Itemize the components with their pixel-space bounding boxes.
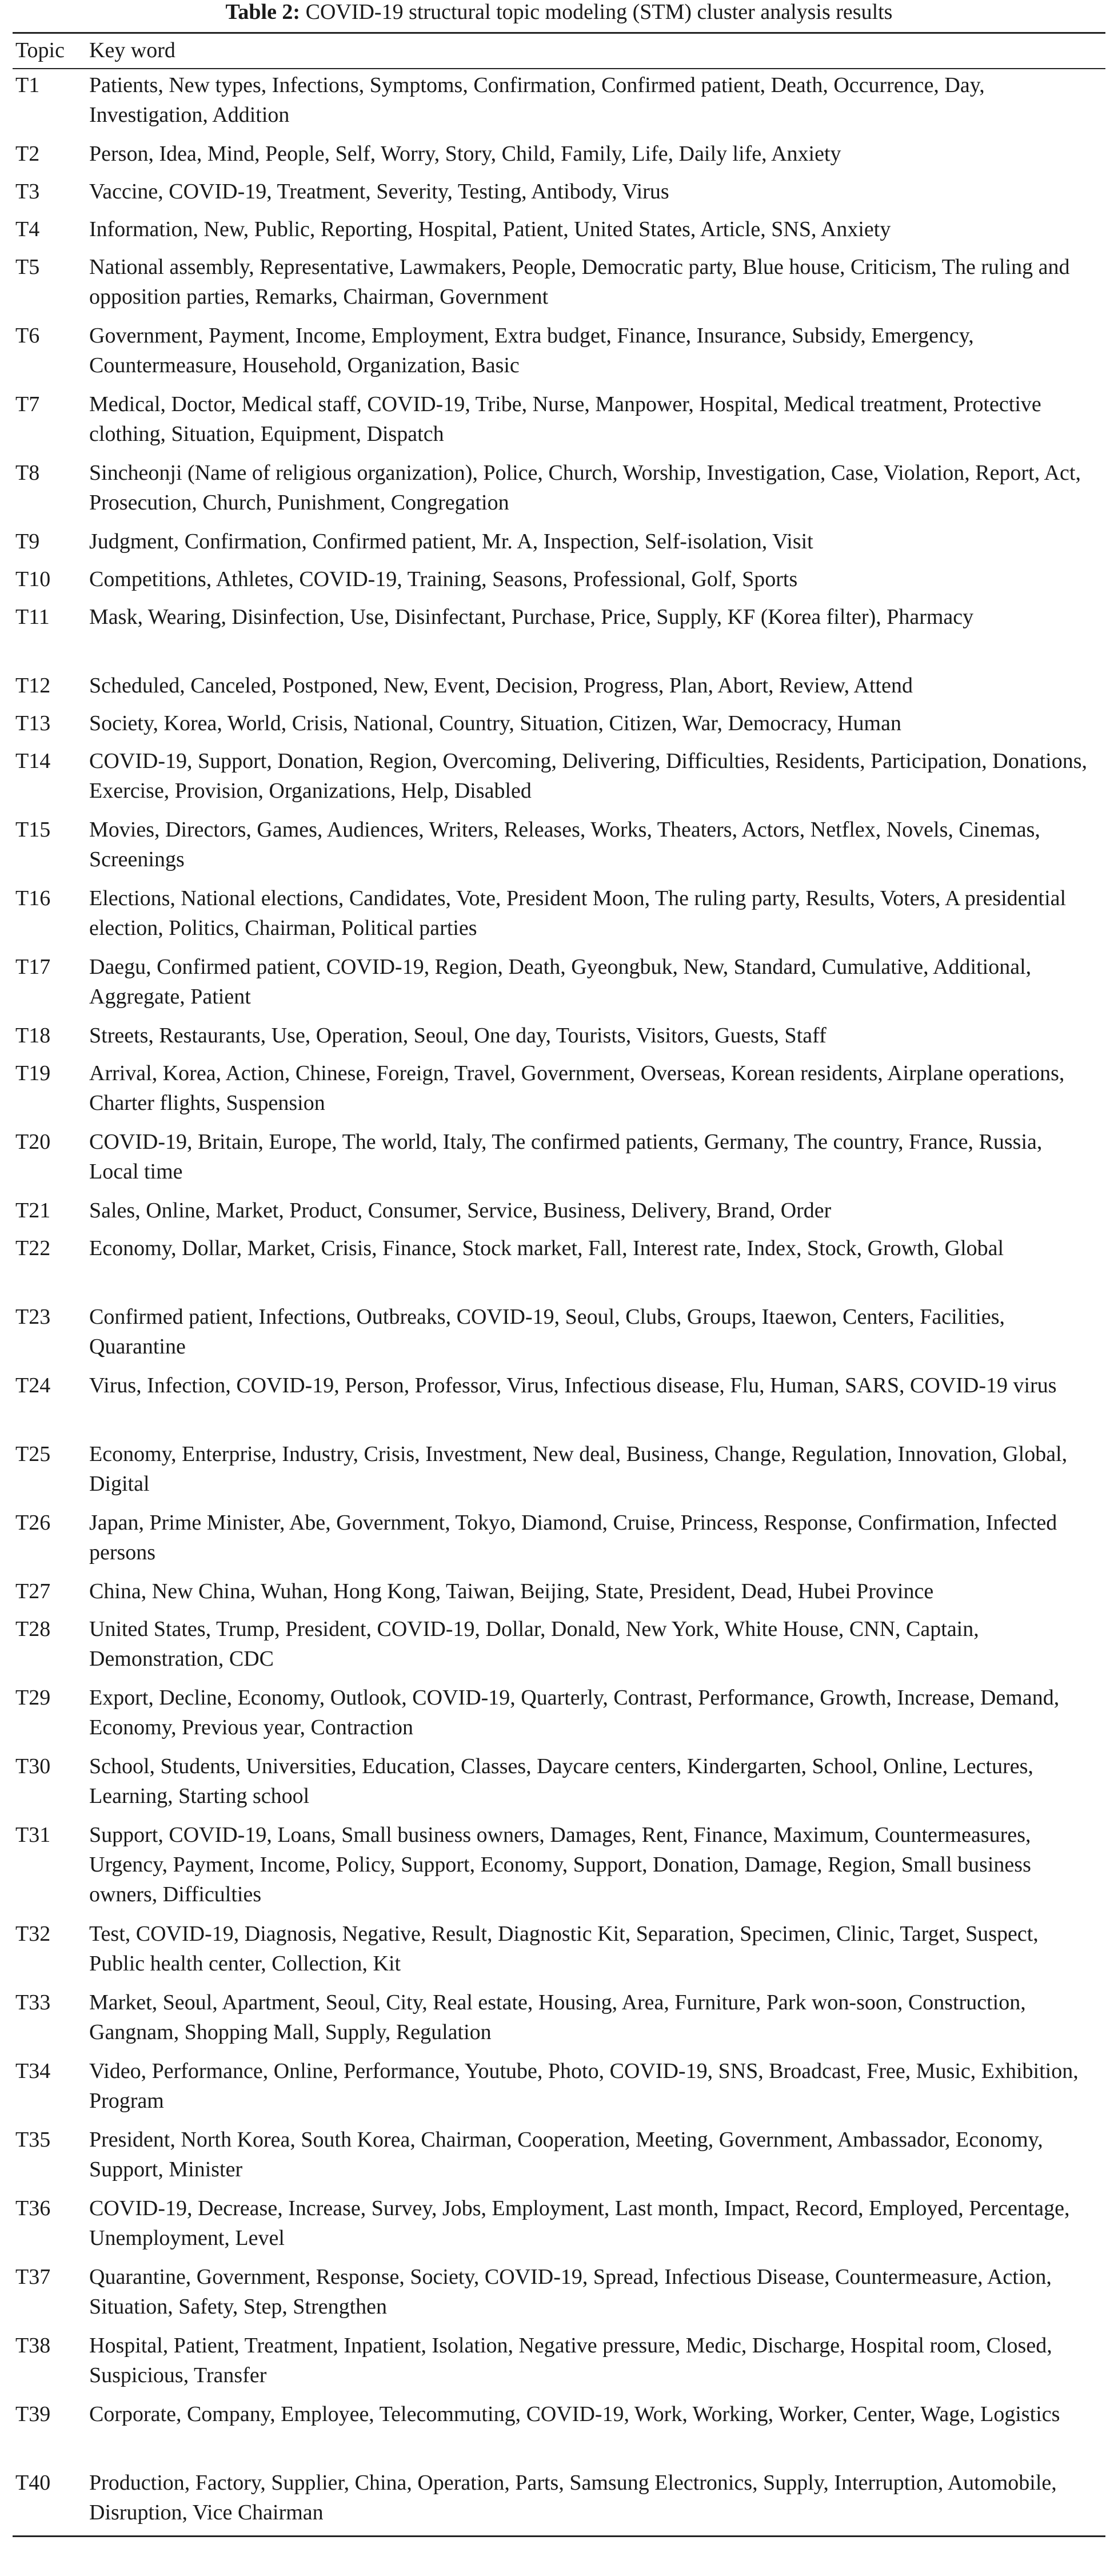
keyword-list: Mask, Wearing, Disinfection, Use, Disinfectant, Purchase, Price, Supply, KF (Korea filter), Pharmacy — [89, 605, 974, 629]
keyword-list: Japan, Prime Minister, Abe, Government, Tokyo, Diamond, Cruise, Princess, Response, Confirmation, Infected persons — [89, 1511, 1057, 1564]
table-row — [13, 1507, 1105, 1575]
topic-cell — [13, 601, 89, 670]
keyword-cell — [89, 320, 1105, 388]
stm-results-table — [13, 34, 1105, 68]
table-row — [13, 2192, 1105, 2261]
keyword-cell — [89, 2330, 1105, 2398]
keyword-list: Test, COVID-19, Diagnosis, Negative, Result, Diagnostic Kit, Separation, Specimen, Clinic, Target, Suspect, Public health center, Collection, Kit — [89, 1922, 1039, 1976]
keyword-cell — [89, 1301, 1105, 1369]
keyword-cell — [89, 2124, 1105, 2192]
topic-cell — [13, 563, 89, 601]
keyword-list: Quarantine, Government, Response, Society, COVID-19, Spread, Infectious Disease, Countermeasure, Action, Situation, Safety, Step, Strengthen — [89, 2265, 1052, 2319]
keyword-cell — [89, 2192, 1105, 2261]
topic-label: T4 — [15, 217, 40, 241]
keyword-list: Hospital, Patient, Treatment, Inpatient, Isolation, Negative pressure, Medic, Discharge, Hospital room, Closed, Suspicious, Transfer — [89, 2334, 1052, 2387]
keyword-list: Sincheonji (Name of religious organization), Police, Church, Worship, Investigation, Case, Violation, Report, Act, Prosecution, Church, Punishment, Congregation — [89, 461, 1081, 515]
keyword-cell — [89, 1986, 1105, 2055]
table-row — [13, 1369, 1105, 1438]
table-row — [13, 2467, 1105, 2535]
keyword-list: Elections, National elections, Candidates, Vote, President Moon, The ruling party, Results, Voters, A presidential election, Politics, Chairman, Political parties — [89, 886, 1067, 940]
keyword-cell — [89, 814, 1105, 882]
table-row — [13, 1986, 1105, 2055]
topic-label: T31 — [15, 1823, 51, 1847]
keyword-list: COVID-19, Support, Donation, Region, Overcoming, Delivering, Difficulties, Residents, Participation, Donations, Exercise, Provision, Organizations, Help, Disabled — [89, 749, 1087, 803]
keyword-list: School, Students, Universities, Education, Classes, Daycare centers, Kindergarten, School, Online, Lectures, Learning, Starting school — [89, 1754, 1033, 1808]
keyword-cell — [89, 951, 1105, 1020]
topic-label: T25 — [15, 1442, 51, 1466]
topic-label: T21 — [15, 1199, 51, 1223]
topic-cell — [13, 1750, 89, 1819]
topic-cell — [13, 2124, 89, 2192]
topic-label: T39 — [15, 2402, 51, 2426]
table-row — [13, 1613, 1105, 1682]
table-row — [13, 69, 1105, 138]
table-bottom-rule — [13, 2535, 1105, 2537]
keyword-list: China, New China, Wuhan, Hong Kong, Taiwan, Beijing, State, President, Dead, Hubei Province — [89, 1579, 934, 1603]
topic-cell — [13, 814, 89, 882]
table-row — [13, 388, 1105, 457]
table-row — [13, 563, 1105, 601]
keyword-cell — [89, 2467, 1105, 2535]
topic-cell — [13, 707, 89, 745]
table-row — [13, 213, 1105, 251]
topic-cell — [13, 1507, 89, 1575]
keyword-cell — [89, 1369, 1105, 1438]
table-body — [13, 69, 1105, 2535]
table-caption-text: COVID-19 structural topic modeling (STM) cluster analysis results — [300, 0, 893, 24]
topic-label: T1 — [15, 73, 40, 97]
header-row — [13, 34, 1105, 68]
table-row — [13, 1057, 1105, 1126]
topic-cell — [13, 1195, 89, 1232]
table-row — [13, 176, 1105, 213]
keyword-cell — [89, 1195, 1105, 1232]
keyword-list: Sales, Online, Market, Product, Consumer, Service, Business, Delivery, Brand, Order — [89, 1199, 832, 1223]
keyword-list: Vaccine, COVID-19, Treatment, Severity, Testing, Antibody, Virus — [89, 180, 669, 204]
table-row — [13, 1126, 1105, 1195]
topic-cell — [13, 1057, 89, 1126]
keyword-list: Information, New, Public, Reporting, Hospital, Patient, United States, Article, SNS, Anxiety — [89, 217, 891, 241]
topic-label: T15 — [15, 818, 51, 842]
topic-cell — [13, 1232, 89, 1301]
keyword-cell — [89, 457, 1105, 525]
stm-results-body — [13, 69, 1105, 2535]
topic-label: T3 — [15, 180, 40, 204]
topic-label: T36 — [15, 2196, 51, 2220]
keyword-cell — [89, 745, 1105, 814]
keyword-list: President, North Korea, South Korea, Chairman, Cooperation, Meeting, Government, Ambassador, Economy, Support, Minister — [89, 2128, 1043, 2181]
table-row — [13, 138, 1105, 176]
keyword-cell — [89, 1057, 1105, 1126]
table-row — [13, 2055, 1105, 2124]
topic-cell — [13, 882, 89, 951]
topic-label: T33 — [15, 1990, 51, 2014]
keyword-list: Video, Performance, Online, Performance, Youtube, Photo, COVID-19, SNS, Broadcast, Free, Music, Exhibition, Program — [89, 2059, 1079, 2113]
keyword-list: Person, Idea, Mind, People, Self, Worry, Story, Child, Family, Life, Daily life, Anxiety — [89, 142, 841, 166]
table-caption-label: Table 2: — [225, 0, 301, 24]
topic-label: T24 — [15, 1373, 51, 1398]
keyword-list: Market, Seoul, Apartment, Seoul, City, Real estate, Housing, Area, Furniture, Park won-soon, Construction, Gangnam, Shopping Mall, Supply, Regulation — [89, 1990, 1026, 2044]
keyword-cell — [89, 1918, 1105, 1986]
topic-cell — [13, 1369, 89, 1438]
topic-label: T34 — [15, 2059, 51, 2083]
topic-label: T16 — [15, 886, 51, 910]
topic-label: T26 — [15, 1511, 51, 1535]
topic-cell — [13, 2330, 89, 2398]
keyword-list: Export, Decline, Economy, Outlook, COVID-19, Quarterly, Contrast, Performance, Growth, Increase, Demand, Economy, Previous year, Contraction — [89, 1686, 1060, 1739]
table-row — [13, 1301, 1105, 1369]
keyword-cell — [89, 525, 1105, 563]
keyword-cell — [89, 138, 1105, 176]
keyword-list: Corporate, Company, Employee, Telecommuting, COVID-19, Work, Working, Worker, Center, Wage, Logistics — [89, 2402, 1060, 2426]
keyword-list: Daegu, Confirmed patient, COVID-19, Region, Death, Gyeongbuk, New, Standard, Cumulative, Additional, Aggregate, Patient — [89, 955, 1032, 1009]
keyword-cell — [89, 1819, 1105, 1918]
table-row — [13, 745, 1105, 814]
topic-cell — [13, 457, 89, 525]
topic-cell — [13, 251, 89, 320]
keyword-list: COVID-19, Decrease, Increase, Survey, Jobs, Employment, Last month, Impact, Record, Employed, Percentage, Unemployment, Level — [89, 2196, 1070, 2250]
topic-label: T12 — [15, 674, 51, 698]
keyword-cell — [89, 1438, 1105, 1507]
topic-cell — [13, 1918, 89, 1986]
table-row — [13, 882, 1105, 951]
topic-cell — [13, 2398, 89, 2467]
table-header — [13, 34, 1105, 68]
keyword-cell — [89, 1126, 1105, 1195]
table-row — [13, 2261, 1105, 2330]
keyword-list: National assembly, Representative, Lawmakers, People, Democratic party, Blue house, Criticism, The ruling and opposition parties, Remarks, Chairman, Government — [89, 255, 1070, 309]
keyword-cell — [89, 1575, 1105, 1613]
table-row — [13, 670, 1105, 707]
topic-label: T17 — [15, 955, 51, 979]
table-row — [13, 1195, 1105, 1232]
topic-label: T6 — [15, 324, 40, 348]
keyword-list: Production, Factory, Supplier, China, Operation, Parts, Samsung Electronics, Supply, Interruption, Automobile, Disruption, Vice Chairman — [89, 2471, 1057, 2525]
keyword-cell — [89, 1020, 1105, 1057]
topic-label: T27 — [15, 1579, 51, 1603]
table-caption — [13, 0, 1105, 31]
topic-cell — [13, 138, 89, 176]
keyword-list: Arrival, Korea, Action, Chinese, Foreign, Travel, Government, Overseas, Korean residents, Airplane operations, Charter flights, Suspension — [89, 1061, 1065, 1115]
topic-cell — [13, 1613, 89, 1682]
table-row — [13, 2398, 1105, 2467]
keyword-list: Government, Payment, Income, Employment, Extra budget, Finance, Insurance, Subsidy, Emergency, Countermeasure, Household, Organization, Basic — [89, 324, 974, 377]
topic-cell — [13, 176, 89, 213]
topic-cell — [13, 1819, 89, 1918]
topic-cell — [13, 670, 89, 707]
topic-label: T5 — [15, 255, 40, 279]
topic-cell — [13, 2055, 89, 2124]
table-row — [13, 1918, 1105, 1986]
table-row — [13, 951, 1105, 1020]
topic-cell — [13, 1986, 89, 2055]
table-row — [13, 525, 1105, 563]
header-keyword: Key word — [89, 38, 175, 62]
topic-label: T37 — [15, 2265, 51, 2289]
topic-label: T20 — [15, 1130, 51, 1154]
table-row — [13, 1575, 1105, 1613]
keyword-list: COVID-19, Britain, Europe, The world, Italy, The confirmed patients, Germany, The country, France, Russia, Local time — [89, 1130, 1043, 1184]
keyword-cell — [89, 882, 1105, 951]
table-row — [13, 814, 1105, 882]
topic-label: T18 — [15, 1024, 51, 1048]
topic-label: T30 — [15, 1754, 51, 1778]
keyword-list: Movies, Directors, Games, Audiences, Writers, Releases, Works, Theaters, Actors, Netflex, Novels, Cinemas, Screenings — [89, 818, 1040, 871]
topic-label: T8 — [15, 461, 40, 485]
keyword-list: Patients, New types, Infections, Symptoms, Confirmation, Confirmed patient, Death, Occurrence, Day, Investigation, Addition — [89, 73, 985, 127]
keyword-cell — [89, 213, 1105, 251]
topic-label: T32 — [15, 1922, 51, 1946]
table-row — [13, 1750, 1105, 1819]
topic-cell — [13, 1020, 89, 1057]
topic-cell — [13, 2192, 89, 2261]
table-row — [13, 601, 1105, 670]
topic-cell — [13, 2261, 89, 2330]
keyword-cell — [89, 1507, 1105, 1575]
topic-label: T7 — [15, 392, 40, 416]
table-row — [13, 1232, 1105, 1301]
table-row — [13, 1438, 1105, 1507]
keyword-cell — [89, 2055, 1105, 2124]
keyword-cell — [89, 1750, 1105, 1819]
topic-cell — [13, 388, 89, 457]
topic-label: T28 — [15, 1617, 51, 1641]
topic-label: T38 — [15, 2334, 51, 2358]
keyword-cell — [89, 670, 1105, 707]
topic-label: T40 — [15, 2471, 51, 2495]
topic-label: T22 — [15, 1236, 51, 1260]
topic-cell — [13, 951, 89, 1020]
table-row — [13, 457, 1105, 525]
table-row — [13, 2330, 1105, 2398]
keyword-cell — [89, 251, 1105, 320]
topic-label: T2 — [15, 142, 40, 166]
keyword-list: Medical, Doctor, Medical staff, COVID-19, Tribe, Nurse, Manpower, Hospital, Medical treatment, Protective clothing, Situation, Equipment, Dispatch — [89, 392, 1041, 446]
keyword-list: Virus, Infection, COVID-19, Person, Professor, Virus, Infectious disease, Flu, Human, SARS, COVID-19 virus — [89, 1373, 1057, 1398]
topic-label: T23 — [15, 1305, 51, 1329]
keyword-list: Confirmed patient, Infections, Outbreaks, COVID-19, Seoul, Clubs, Groups, Itaewon, Centers, Facilities, Quarantine — [89, 1305, 1005, 1359]
topic-label: T29 — [15, 1686, 51, 1710]
topic-cell — [13, 525, 89, 563]
table-row — [13, 1819, 1105, 1918]
topic-label: T11 — [15, 605, 50, 629]
topic-label: T13 — [15, 711, 51, 735]
keyword-list: Scheduled, Canceled, Postponed, New, Event, Decision, Progress, Plan, Abort, Review, Attend — [89, 674, 913, 698]
topic-label: T19 — [15, 1061, 51, 1085]
keyword-list: Competitions, Athletes, COVID-19, Training, Seasons, Professional, Golf, Sports — [89, 567, 798, 591]
topic-cell — [13, 69, 89, 138]
keyword-cell — [89, 707, 1105, 745]
topic-cell — [13, 1301, 89, 1369]
keyword-cell — [89, 69, 1105, 138]
keyword-list: Society, Korea, World, Crisis, National, Country, Situation, Citizen, War, Democracy, Human — [89, 711, 901, 735]
topic-cell — [13, 745, 89, 814]
topic-cell — [13, 213, 89, 251]
table-row — [13, 1682, 1105, 1750]
topic-label: T9 — [15, 529, 40, 554]
keyword-cell — [89, 1232, 1105, 1301]
topic-cell — [13, 2467, 89, 2535]
keyword-list: Economy, Enterprise, Industry, Crisis, Investment, New deal, Business, Change, Regulation, Innovation, Global, Digital — [89, 1442, 1068, 1496]
keyword-list: United States, Trump, President, COVID-19, Dollar, Donald, New York, White House, CNN, Captain, Demonstration, CDC — [89, 1617, 979, 1671]
keyword-list: Streets, Restaurants, Use, Operation, Seoul, One day, Tourists, Visitors, Guests, Staff — [89, 1024, 826, 1048]
keyword-cell — [89, 388, 1105, 457]
keyword-list: Support, COVID-19, Loans, Small business owners, Damages, Rent, Finance, Maximum, Countermeasures, Urgency, Payment, Income, Policy, Support, Economy, Support, Donation, Damage, Region, Small business owners, Difficulties — [89, 1823, 1031, 1906]
topic-cell — [13, 1438, 89, 1507]
keyword-cell — [89, 2261, 1105, 2330]
keyword-list: Judgment, Confirmation, Confirmed patient, Mr. A, Inspection, Self-isolation, Visit — [89, 529, 813, 554]
keyword-cell — [89, 1613, 1105, 1682]
table-row — [13, 1020, 1105, 1057]
keyword-cell — [89, 176, 1105, 213]
header-topic: Topic — [15, 38, 65, 62]
table-row — [13, 2124, 1105, 2192]
keyword-cell — [89, 1682, 1105, 1750]
keyword-list: Economy, Dollar, Market, Crisis, Finance, Stock market, Fall, Interest rate, Index, Stock, Growth, Global — [89, 1236, 1004, 1260]
topic-label: T14 — [15, 749, 51, 773]
keyword-cell — [89, 601, 1105, 670]
topic-cell — [13, 1575, 89, 1613]
topic-cell — [13, 1682, 89, 1750]
topic-cell — [13, 1126, 89, 1195]
keyword-cell — [89, 563, 1105, 601]
topic-label: T35 — [15, 2128, 51, 2152]
topic-cell — [13, 320, 89, 388]
keyword-cell — [89, 2398, 1105, 2467]
table-row — [13, 320, 1105, 388]
table-row — [13, 251, 1105, 320]
topic-label: T10 — [15, 567, 51, 591]
table-row — [13, 707, 1105, 745]
